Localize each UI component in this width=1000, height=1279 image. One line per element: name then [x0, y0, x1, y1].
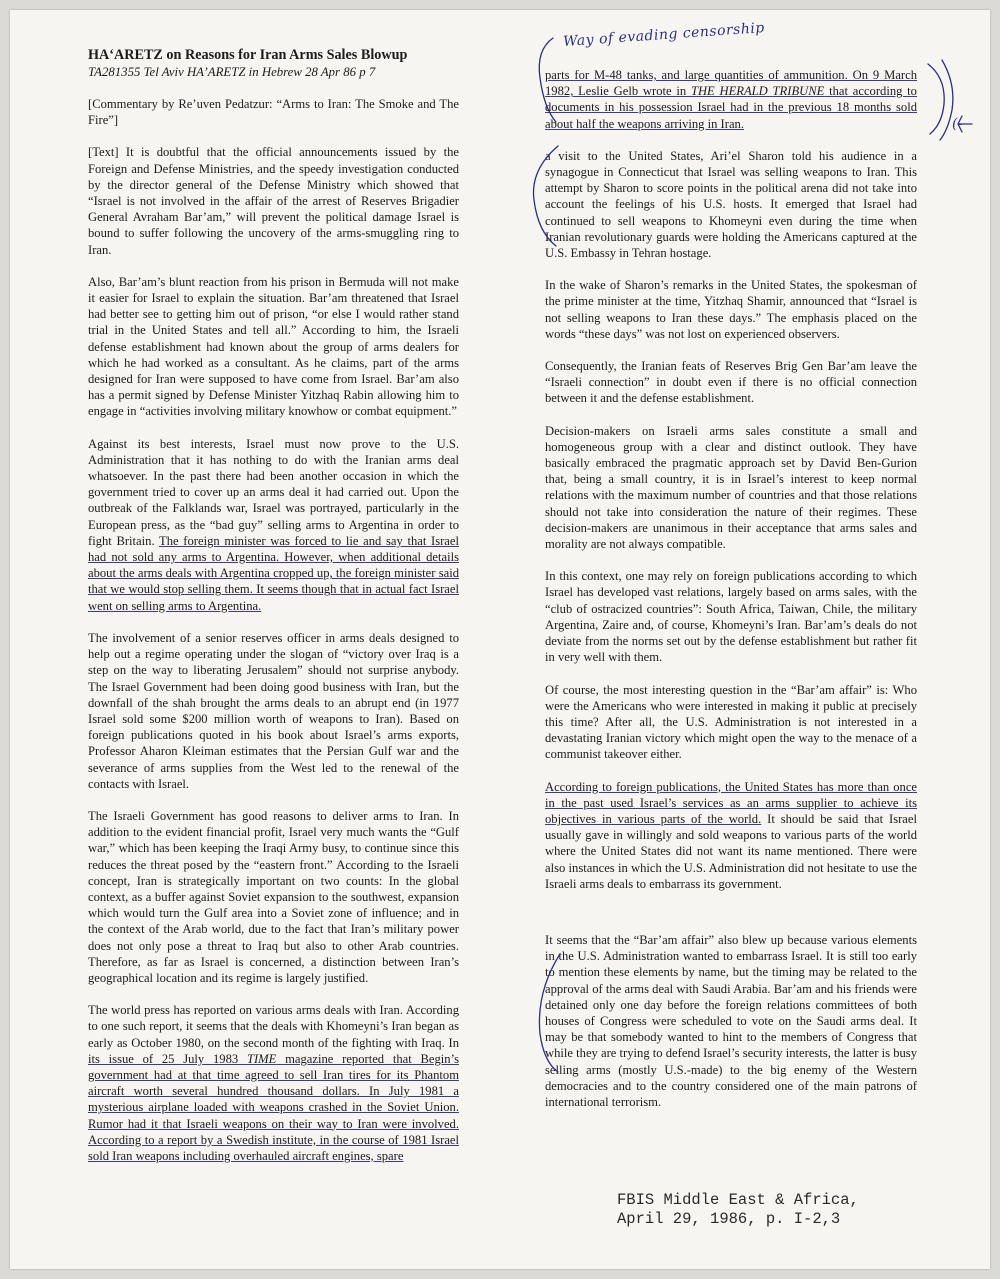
right-column: [545, 67, 917, 1110]
paragraph: [545, 67, 917, 132]
paragraph: The Israeli Government has good reasons to deliver arms to Iran. In addition to the evident financial profit, Israel very much wants the “Gulf war,” which has been keeping the Iraqi Army busy, to continue since this reduces the threat posed by the “eastern front.” According to the Israeli concept, Iran is strategically important on two counts: In the global context, as a buffer against Soviet expansion to the southwest, expansion which would turn the Gulf area into a Soviet zone of influence; and in the context of the Arab world, due to the fact that Iran’s military power does not only pose a threat to Iraq but also to other Arab countries. Therefore, as far as Israel is concerned, a distinction between Iran’s geographical location and its regime is largely justified.: [88, 808, 459, 985]
paragraph: [88, 436, 459, 614]
paragraph: The involvement of a senior reserves officer in arms deals designed to help out a regime operating under the slogan of “victory over Iraq is a step on the way to liberating Jerusalem” should not surprise anybody. The Israel Government had been doing good business with Iran, but the downfall of the shah brought the arms deals to an abrupt end (in 1977 Israel sold some $200 million worth of weapons to Iran). Based on foreign publications quoted in his book about Israel’s arms exports, Professor Aharon Kleiman estimates that the Persian Gulf war and the severance of arms supplies from the West led to the renewal of the contacts with Israel.: [88, 630, 459, 791]
underlined-passage: its issue of 25 July 1983: [88, 1051, 247, 1066]
paragraph: In the wake of Sharon’s remarks in the United States, the spokesman of the prime minister at the time, Yitzhaq Shamir, announced that “Israel is not selling weapons to Iran these days.” The emphasis placed on the words “these days” was not lost on experienced observers.: [545, 278, 917, 341]
paragraph: Consequently, the Iranian feats of Reserves Brig Gen Bar’am leave the “Israeli connection” in doubt even if there is no official connection between it and the defense establishment.: [545, 359, 917, 406]
paragraph: [Text] It is doubtful that the official announcements issued by the Foreign and Defense Ministries, and the speedy investigation conducted by the director general of the Defense Ministry which showed that “Israel is not involved in the affair of the arrest of Reserves Brigadier General Avraham Bar’am,” will prevent the political damage Israel is bound to suffer following the uncovery of the arms-smuggling ring to Iran.: [88, 145, 459, 257]
paragraph-text: The world press has reported on various arms deals with Iran. According to one such report, it seems that the deals with Khomeyni’s Iran began as early as October 1980, on the second month of the fighting with Iraq. In: [88, 1003, 459, 1050]
margin-mark: (-: [952, 116, 963, 132]
citation-line-2: April 29, 1986, p. I-2,3: [617, 1210, 841, 1228]
paragraph: Also, Bar’am’s blunt reaction from his prison in Bermuda will not make it easier for Israel to explain the situation. Bar’am threatened that Israel had better see to getting him out of prison, “or else I would rather stand trial in the United States and tell all.” According to him, the Israeli defense establishment had known about the group of arms dealers for which he had worked as a consultant. As he claims, part of the arms designed for Iran were supposed to have come from Israel. Bar’am also has a permit signed by Defense Minister Yitzhaq Rabin allowing him to engage in “activities involving military knowhow or combat equipment.”: [88, 274, 459, 419]
paragraph-text: It should be said that Israel usually gave in willingly and sold weapons to various parts of the world where the United States did not want its name mentioned. There were also instances in which the U.S. Administration did not hesitate to use the Israeli arms deals to embarrass its government.: [545, 811, 917, 891]
dateline: TA281355 Tel Aviv HA’ARETZ in Hebrew 28 Apr 86 p 7: [88, 65, 376, 79]
paragraph: In this context, one may rely on foreign publications according to which Israel has developed vast relations, largely based on arms sales, with the “club of ostracized countries”: South Africa, Taiwan, Chile, the military Argentina, Zaire and, of course, Khomeyni’s Iran. Bar’am’s deals do not deviate from the norms set out by the defense establishment but rather fit in very well with them.: [545, 569, 917, 665]
handwritten-note: Way of evading censorship: [562, 19, 766, 51]
underlined-passage: parts for M-48 tanks, and large quantities of ammunition. On 9 March 1982, Leslie Gelb wrote in: [545, 68, 917, 99]
left-column: [88, 47, 459, 1164]
herald-tribune-title: THE HERALD TRIBUNE: [690, 84, 825, 99]
citation-line-1: FBIS Middle East & Africa,: [617, 1191, 859, 1209]
paragraph: Decision-makers on Israeli arms sales constitute a small and homogeneous group with a clear and distinct outlook. They have basically embraced the pragmatic approach set by David Ben-Gurion that, being a small country, it is in Israel’s interest to keep normal relations with the maximum number of countries and that those relations should not take into consideration the nature of their regimes. These decision-makers are unanimous in their acceptance that arms sales and morality are not always compatible.: [545, 423, 917, 552]
underlined-passage: that according to documents in his possession Israel had in the previous 18 months sold about half the weapons arriving in Iran.: [545, 84, 917, 131]
paragraph-text: Against its best interests, Israel must now prove to the U.S. Administration that it has nothing to do with the Iranian arms deal whatsoever. In the past there had been another occasion in which the government tried to cover up an arms deal it had carried out. Upon the outbreak of the Falklands war, Israel was portrayed, particularly in the European press, as the “bad guy” selling arms to Argentina in order to fight Britain.: [88, 436, 459, 548]
commentary-line: [Commentary by Re’uven Pedatzur: “Arms to Iran: The Smoke and The Fire”]: [88, 97, 459, 128]
underlined-passage: According to foreign publications, the United States has more than once in the past used Israel’s services as an arms supplier to achieve its objectives in various parts of the world.: [545, 779, 917, 826]
underlined-passage: magazine reported that Begin’s government had at that time agreed to sell Iran tires for its Phantom aircraft worth several hundred thousand dollars. In July 1981 a mysterious airplane loaded with weapons crashed in the Soviet Union. Rumor had it that Israeli weapons on their way to Iran were involved. According to a report by a Swedish institute, in the course of 1981 Israel sold Iran weapons including overhauled aircraft engines, spare: [88, 1051, 459, 1163]
time-magazine-title: TIME: [246, 1051, 277, 1066]
paragraph: Of course, the most interesting question in the “Bar’am affair” is: Who were the Americans who were interested in making it public at precisely this time? After all, the U.S. Administration is not interested in a devastating Iranian victory which might open the way to the menace of a communist takeover either.: [545, 682, 917, 762]
paragraph: It seems that the “Bar’am affair” also blew up because various elements in the U.S. Administration wanted to embarrass Israel. It is still too early to mention these elements by name, but the timing may be related to the approval of the arms deal with Saudi Arabia. Bar’am and his friends were detained only one day before the foreign relations committees of both houses of Congress were scheduled to vote on the Saudi arms deal. It may be that somebody wanted to hint to the members of Congress that while they are trying to defend Israel’s security interests, the latter is busy selling arms (mostly U.S.-made) to the big enemy of the Western democracies and to the country considered one of the main patrons of international terrorism.: [545, 932, 917, 1109]
paragraph: [88, 1002, 459, 1164]
paragraph: a visit to the United States, Ari’el Sharon told his audience in a synagogue in Connecticut that Israel was selling weapons to Iran. This attempt by Sharon to score points in the political arena did not take into account the feelings of his U.S. hosts. It emerged that Israel had continued to sell weapons to Khomeyni even during the time when Iranian revolutionary guards were holding the Americans captured at the U.S. Embassy in Tehran hostage.: [545, 148, 917, 261]
source-citation: [617, 1191, 859, 1229]
paragraph: [545, 779, 917, 892]
headline: HA‘ARETZ on Reasons for Iran Arms Sales Blowup: [88, 47, 408, 63]
underlined-passage: The foreign minister was forced to lie and say that Israel had not sold any arms to Argentina. However, when additional details about the arms deals with Argentina cropped up, the foreign minister said that we would stop selling them. It seems though that in actual fact Israel went on selling arms to Argentina.: [88, 533, 459, 613]
